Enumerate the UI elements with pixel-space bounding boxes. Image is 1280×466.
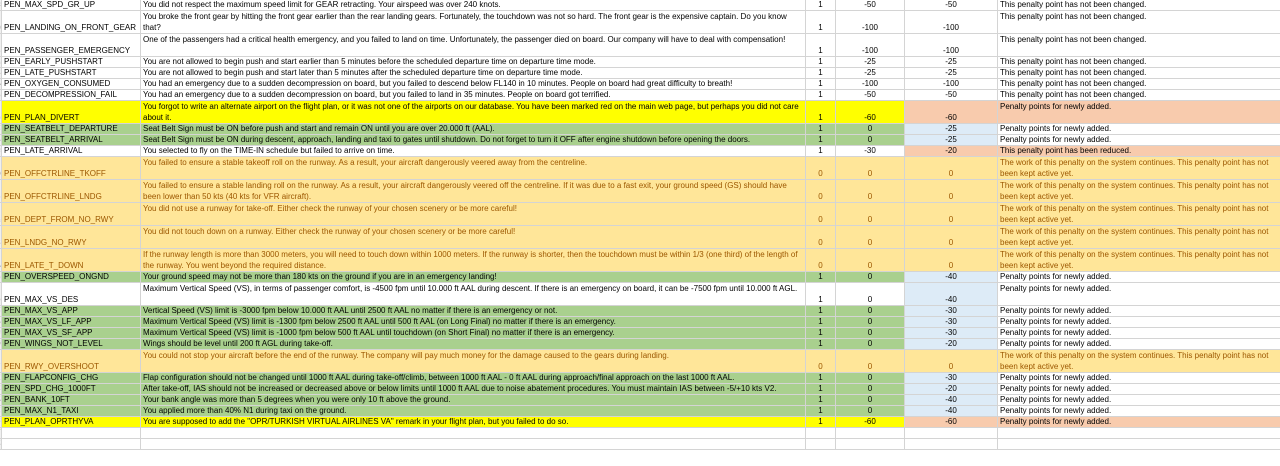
table-row[interactable]	[0, 180, 1280, 203]
penalty-description-cell[interactable]: You did not use a runway for take-off. Either check the runway of your chosen scenery or be more careful!	[141, 203, 806, 225]
penalty-description-cell[interactable]: You forgot to write an alternate airport on the flight plan, or it was not one of the airports on our database. You have been marked red on the main web page, but perhaps you did not care about it.	[141, 101, 806, 123]
new-points-cell[interactable]: -50	[905, 90, 998, 100]
new-points-cell[interactable]: 0	[905, 203, 998, 225]
change-note-cell[interactable]: Penalty points for newly added.	[998, 339, 1280, 349]
active-flag-cell[interactable]: 1	[806, 373, 836, 383]
active-flag-cell[interactable]: 1	[806, 417, 836, 427]
penalty-code-cell[interactable]: PEN_LNDG_NO_RWY	[2, 226, 141, 248]
change-note-cell[interactable]: The work of this penalty on the system continues. This penalty point has not been kept active yet.	[998, 226, 1280, 248]
change-note-cell[interactable]: This penalty point has not been changed.	[998, 57, 1280, 67]
penalty-description-cell[interactable]: You are not allowed to begin push and start earlier than 5 minutes before the scheduled departure time on departure time mode.	[141, 57, 806, 67]
new-points-cell[interactable]: -40	[905, 272, 998, 282]
table-row[interactable]	[0, 249, 1280, 272]
penalty-description-cell[interactable]: Maximum Vertical Speed (VS) limit is -1000 fpm below 500 ft AAL until touchdown (on Short Final) no matter if there is an emergency.	[141, 328, 806, 338]
change-note-cell[interactable]: Penalty points for newly added.	[998, 328, 1280, 338]
penalty-code-cell[interactable]: PEN_MAX_VS_APP	[2, 306, 141, 316]
active-flag-cell[interactable]: 0	[806, 157, 836, 179]
penalty-code-cell[interactable]: PEN_OFFCTRLINE_LNDG	[2, 180, 141, 202]
change-note-cell[interactable]	[998, 439, 1280, 449]
penalty-code-cell[interactable]: PEN_MAX_VS_DES	[2, 283, 141, 305]
change-note-cell[interactable]: Penalty points for newly added.	[998, 317, 1280, 327]
old-points-cell[interactable]: 0	[836, 226, 905, 248]
active-flag-cell[interactable]: 0	[806, 203, 836, 225]
active-flag-cell[interactable]: 1	[806, 11, 836, 33]
active-flag-cell[interactable]: 0	[806, 350, 836, 372]
change-note-cell[interactable]: Penalty points for newly added.	[998, 101, 1280, 123]
penalty-code-cell[interactable]: PEN_MAX_N1_TAXI	[2, 406, 141, 416]
new-points-cell[interactable]: -30	[905, 306, 998, 316]
penalty-code-cell[interactable]: PEN_MAX_VS_LF_APP	[2, 317, 141, 327]
table-row[interactable]	[0, 406, 1280, 417]
old-points-cell[interactable]: -60	[836, 417, 905, 427]
penalty-code-cell[interactable]: PEN_WINGS_NOT_LEVEL	[2, 339, 141, 349]
active-flag-cell[interactable]: 1	[806, 90, 836, 100]
new-points-cell[interactable]: 0	[905, 226, 998, 248]
active-flag-cell[interactable]: 1	[806, 328, 836, 338]
new-points-cell[interactable]: 0	[905, 180, 998, 202]
penalty-description-cell[interactable]: Vertical Speed (VS) limit is -3000 fpm below 10.000 ft AAL until 2500 ft AAL no matter if there is an emergency or not.	[141, 306, 806, 316]
penalty-description-cell[interactable]: Flap configuration should not be changed until 1000 ft AAL during take-off/climb, between 1000 ft AAL - 0 ft AAL during approach/final approach on the last 1000 ft AAL.	[141, 373, 806, 383]
new-points-cell[interactable]: -20	[905, 146, 998, 156]
old-points-cell[interactable]: -50	[836, 0, 905, 10]
change-note-cell[interactable]: The work of this penalty on the system continues. This penalty point has not been kept active yet.	[998, 249, 1280, 271]
penalty-code-cell[interactable]: PEN_PLAN_DIVERT	[2, 101, 141, 123]
old-points-cell[interactable]: 0	[836, 328, 905, 338]
old-points-cell[interactable]: -50	[836, 90, 905, 100]
active-flag-cell[interactable]: 0	[806, 249, 836, 271]
penalty-code-cell[interactable]: PEN_SPD_CHG_1000FT	[2, 384, 141, 394]
old-points-cell[interactable]: -60	[836, 101, 905, 123]
table-row[interactable]	[0, 0, 1280, 11]
active-flag-cell[interactable]: 1	[806, 339, 836, 349]
old-points-cell[interactable]	[836, 428, 905, 438]
table-row[interactable]	[0, 226, 1280, 249]
penalty-description-cell[interactable]: You did not touch down on a runway. Either check the runway of your chosen scenery or be more careful!	[141, 226, 806, 248]
new-points-cell[interactable]: -25	[905, 135, 998, 145]
change-note-cell[interactable]: Penalty points for newly added.	[998, 384, 1280, 394]
change-note-cell[interactable]: Penalty points for newly added.	[998, 417, 1280, 427]
penalty-code-cell[interactable]: PEN_FLAPCONFIG_CHG	[2, 373, 141, 383]
penalty-code-cell[interactable]: PEN_OVERSPEED_ONGND	[2, 272, 141, 282]
penalty-description-cell[interactable]	[141, 439, 806, 449]
old-points-cell[interactable]: 0	[836, 384, 905, 394]
penalty-code-cell[interactable]	[2, 428, 141, 438]
active-flag-cell[interactable]: 1	[806, 0, 836, 10]
change-note-cell[interactable]: This penalty point has not been changed.	[998, 34, 1280, 56]
old-points-cell[interactable]: -100	[836, 34, 905, 56]
new-points-cell[interactable]: -25	[905, 57, 998, 67]
active-flag-cell[interactable]: 1	[806, 384, 836, 394]
table-row[interactable]	[0, 68, 1280, 79]
table-row[interactable]	[0, 90, 1280, 101]
active-flag-cell[interactable]: 1	[806, 34, 836, 56]
penalty-code-cell[interactable]: PEN_OFFCTRLINE_TKOFF	[2, 157, 141, 179]
change-note-cell[interactable]: The work of this penalty on the system continues. This penalty point has not been kept active yet.	[998, 157, 1280, 179]
new-points-cell[interactable]: -25	[905, 68, 998, 78]
penalty-code-cell[interactable]: PEN_LATE_PUSHSTART	[2, 68, 141, 78]
new-points-cell[interactable]: -100	[905, 11, 998, 33]
table-row[interactable]	[0, 373, 1280, 384]
table-row[interactable]	[0, 11, 1280, 34]
active-flag-cell[interactable]: 1	[806, 272, 836, 282]
new-points-cell[interactable]: -50	[905, 0, 998, 10]
old-points-cell[interactable]: -25	[836, 57, 905, 67]
old-points-cell[interactable]: -100	[836, 79, 905, 89]
penalty-code-cell[interactable]: PEN_MAX_SPD_GR_UP	[2, 0, 141, 10]
old-points-cell[interactable]: 0	[836, 157, 905, 179]
active-flag-cell[interactable]: 1	[806, 395, 836, 405]
table-row[interactable]	[0, 395, 1280, 406]
table-row[interactable]	[0, 272, 1280, 283]
new-points-cell[interactable]	[905, 439, 998, 449]
penalty-code-cell[interactable]: PEN_LANDING_ON_FRONT_GEAR	[2, 11, 141, 33]
table-row[interactable]	[0, 306, 1280, 317]
new-points-cell[interactable]: -25	[905, 124, 998, 134]
table-row[interactable]	[0, 384, 1280, 395]
old-points-cell[interactable]: 0	[836, 135, 905, 145]
penalty-description-cell[interactable]: You applied more than 40% N1 during taxi on the ground.	[141, 406, 806, 416]
active-flag-cell[interactable]: 1	[806, 406, 836, 416]
active-flag-cell[interactable]: 1	[806, 283, 836, 305]
active-flag-cell[interactable]: 1	[806, 79, 836, 89]
penalty-description-cell[interactable]: You could not stop your aircraft before the end of the runway. The company will pay much money for the damage caused to the gears during landing.	[141, 350, 806, 372]
penalty-description-cell[interactable]: Maximum Vertical Speed (VS) limit is -1300 fpm below 2500 ft AAL until 500 ft AAL (on Long Final) no matter if there is an emergency.	[141, 317, 806, 327]
penalty-description-cell[interactable]: Maximum Vertical Speed (VS), in terms of passenger comfort, is -4500 fpm until 10.000 ft AAL during descent. If there is an emergency on board, it can be -7500 fpm until 10.000 ft AGL.	[141, 283, 806, 305]
table-row[interactable]	[0, 439, 1280, 450]
new-points-cell[interactable]: -30	[905, 373, 998, 383]
new-points-cell[interactable]: -40	[905, 395, 998, 405]
old-points-cell[interactable]: 0	[836, 406, 905, 416]
penalty-description-cell[interactable]: Your ground speed may not be more than 180 kts on the ground if you are in an emergency landing!	[141, 272, 806, 282]
penalty-description-cell[interactable]: After take-off, IAS should not be increased or decreased above or below limits until 1000 ft AAL due to noise abatement procedures. You must maintain IAS between -5/+10 kts V2.	[141, 384, 806, 394]
active-flag-cell[interactable]: 0	[806, 226, 836, 248]
table-row[interactable]	[0, 79, 1280, 90]
penalty-code-cell[interactable]: PEN_PASSENGER_EMERGENCY	[2, 34, 141, 56]
old-points-cell[interactable]: 0	[836, 124, 905, 134]
active-flag-cell[interactable]: 1	[806, 57, 836, 67]
penalty-code-cell[interactable]: PEN_SEATBELT_DEPARTURE	[2, 124, 141, 134]
old-points-cell[interactable]	[836, 439, 905, 449]
active-flag-cell[interactable]	[806, 439, 836, 449]
table-row[interactable]	[0, 328, 1280, 339]
old-points-cell[interactable]: -25	[836, 68, 905, 78]
change-note-cell[interactable]: This penalty point has not been changed.	[998, 68, 1280, 78]
penalty-description-cell[interactable]: You selected to fly on the TIME-IN schedule but failed to arrive on time.	[141, 146, 806, 156]
old-points-cell[interactable]: -100	[836, 11, 905, 33]
table-row[interactable]	[0, 101, 1280, 124]
table-row[interactable]	[0, 417, 1280, 428]
penalty-description-cell[interactable]: Your bank angle was more than 5 degrees when you were only 10 ft above the ground.	[141, 395, 806, 405]
new-points-cell[interactable]: 0	[905, 249, 998, 271]
change-note-cell[interactable]: This penalty point has not been changed.	[998, 0, 1280, 10]
penalty-description-cell[interactable]: Seat Belt Sign must be ON during descent, approach, landing and taxi to gates until shutdown. Do not forget to turn it OFF after engine shutdown before opening the doors.	[141, 135, 806, 145]
table-row[interactable]	[0, 124, 1280, 135]
old-points-cell[interactable]: 0	[836, 306, 905, 316]
penalty-description-cell[interactable]: You are supposed to add the "OPR/TURKISH VIRTUAL AIRLINES VA" remark in your flight plan, but you failed to do so.	[141, 417, 806, 427]
active-flag-cell[interactable]: 1	[806, 306, 836, 316]
change-note-cell[interactable]: Penalty points for newly added.	[998, 395, 1280, 405]
new-points-cell[interactable]: 0	[905, 157, 998, 179]
old-points-cell[interactable]: 0	[836, 395, 905, 405]
active-flag-cell[interactable]: 0	[806, 180, 836, 202]
active-flag-cell[interactable]: 1	[806, 317, 836, 327]
old-points-cell[interactable]: -30	[836, 146, 905, 156]
new-points-cell[interactable]: 0	[905, 350, 998, 372]
table-row[interactable]	[0, 146, 1280, 157]
active-flag-cell[interactable]: 1	[806, 101, 836, 123]
penalty-description-cell[interactable]: You had an emergency due to a sudden decompression on board, but you failed to descend below FL140 in 10 minutes. People on board had great difficulty to breath!	[141, 79, 806, 89]
old-points-cell[interactable]: 0	[836, 339, 905, 349]
active-flag-cell[interactable]: 1	[806, 135, 836, 145]
active-flag-cell[interactable]: 1	[806, 146, 836, 156]
penalty-description-cell[interactable]: One of the passengers had a critical health emergency, and you failed to land on time. Unfortunately, the passenger died on board. Our company will have to deal with compensation!	[141, 34, 806, 56]
penalty-code-cell[interactable]: PEN_DECOMPRESSION_FAIL	[2, 90, 141, 100]
penalty-code-cell[interactable]: PEN_SEATBELT_ARRIVAL	[2, 135, 141, 145]
new-points-cell[interactable]: -100	[905, 34, 998, 56]
penalty-code-cell[interactable]: PEN_LATE_T_DOWN	[2, 249, 141, 271]
penalty-code-cell[interactable]: PEN_LATE_ARRIVAL	[2, 146, 141, 156]
penalty-description-cell[interactable]: You failed to ensure a stable takeoff roll on the runway. As a result, your aircraft dangerously veered away from the centreline.	[141, 157, 806, 179]
active-flag-cell[interactable]: 1	[806, 68, 836, 78]
old-points-cell[interactable]: 0	[836, 203, 905, 225]
change-note-cell[interactable]: Penalty points for newly added.	[998, 306, 1280, 316]
new-points-cell[interactable]: -20	[905, 384, 998, 394]
change-note-cell[interactable]: The work of this penalty on the system continues. This penalty point has not been kept active yet.	[998, 203, 1280, 225]
new-points-cell[interactable]: -20	[905, 339, 998, 349]
penalty-code-cell[interactable]: PEN_BANK_10FT	[2, 395, 141, 405]
old-points-cell[interactable]: 0	[836, 373, 905, 383]
change-note-cell[interactable]: The work of this penalty on the system continues. This penalty point has not been kept active yet.	[998, 350, 1280, 372]
old-points-cell[interactable]: 0	[836, 249, 905, 271]
old-points-cell[interactable]: 0	[836, 317, 905, 327]
penalty-code-cell[interactable]	[2, 439, 141, 449]
change-note-cell[interactable]	[998, 428, 1280, 438]
penalty-description-cell[interactable]	[141, 428, 806, 438]
change-note-cell[interactable]: This penalty point has been reduced.	[998, 146, 1280, 156]
table-row[interactable]	[0, 283, 1280, 306]
new-points-cell[interactable]: -100	[905, 79, 998, 89]
penalty-description-cell[interactable]: If the runway length is more than 3000 meters, you will need to touch down within 1000 meters. If the runway is shorter, then the touchdown must be within 1/3 (one third) of the length of the runway. You went beyond the required distance.	[141, 249, 806, 271]
new-points-cell[interactable]: -30	[905, 317, 998, 327]
table-row[interactable]	[0, 317, 1280, 328]
table-row[interactable]	[0, 428, 1280, 439]
new-points-cell[interactable]: -40	[905, 406, 998, 416]
change-note-cell[interactable]: Penalty points for newly added.	[998, 283, 1280, 305]
change-note-cell[interactable]: Penalty points for newly added.	[998, 373, 1280, 383]
penalty-code-cell[interactable]: PEN_MAX_VS_SF_APP	[2, 328, 141, 338]
penalty-code-cell[interactable]: PEN_DEPT_FROM_NO_RWY	[2, 203, 141, 225]
penalty-description-cell[interactable]: You had an emergency due to a sudden decompression on board, but you failed to land in 35 minutes. People on board got terrified.	[141, 90, 806, 100]
change-note-cell[interactable]: This penalty point has not been changed.	[998, 11, 1280, 33]
penalty-code-cell[interactable]: PEN_RWY_OVERSHOOT	[2, 350, 141, 372]
change-note-cell[interactable]: Penalty points for newly added.	[998, 272, 1280, 282]
table-row[interactable]	[0, 350, 1280, 373]
change-note-cell[interactable]: This penalty point has not been changed.	[998, 79, 1280, 89]
table-row[interactable]	[0, 203, 1280, 226]
penalty-description-cell[interactable]: You are not allowed to begin push and start later than 5 minutes after the scheduled departure time on departure time mode.	[141, 68, 806, 78]
change-note-cell[interactable]: Penalty points for newly added.	[998, 135, 1280, 145]
penalty-code-cell[interactable]: PEN_PLAN_OPRTHYVA	[2, 417, 141, 427]
change-note-cell[interactable]: This penalty point has not been changed.	[998, 90, 1280, 100]
penalty-description-cell[interactable]: You did not respect the maximum speed limit for GEAR retracting. Your airspeed was over 240 knots.	[141, 0, 806, 10]
penalty-description-cell[interactable]: Seat Belt Sign must be ON before push and start and remain ON until you are over 20.000 ft (AAL).	[141, 124, 806, 134]
change-note-cell[interactable]: Penalty points for newly added.	[998, 406, 1280, 416]
penalty-description-cell[interactable]: Wings should be level until 200 ft AGL during take-off.	[141, 339, 806, 349]
penalty-code-cell[interactable]: PEN_EARLY_PUSHSTART	[2, 57, 141, 67]
new-points-cell[interactable]: -60	[905, 101, 998, 123]
table-row[interactable]	[0, 135, 1280, 146]
old-points-cell[interactable]: 0	[836, 272, 905, 282]
table-row[interactable]	[0, 34, 1280, 57]
change-note-cell[interactable]: The work of this penalty on the system continues. This penalty point has not been kept active yet.	[998, 180, 1280, 202]
change-note-cell[interactable]: Penalty points for newly added.	[998, 124, 1280, 134]
new-points-cell[interactable]: -30	[905, 328, 998, 338]
table-row[interactable]	[0, 57, 1280, 68]
penalty-code-cell[interactable]: PEN_OXYGEN_CONSUMED	[2, 79, 141, 89]
old-points-cell[interactable]: 0	[836, 350, 905, 372]
new-points-cell[interactable]	[905, 428, 998, 438]
new-points-cell[interactable]: -60	[905, 417, 998, 427]
penalty-description-cell[interactable]: You failed to ensure a stable landing roll on the runway. As a result, your aircraft dangerously veered off the centreline. If it was due to a fast exit, your ground speed (GS) should have been lower than 50 kts (40 kts for VFR aircraft).	[141, 180, 806, 202]
active-flag-cell[interactable]: 1	[806, 124, 836, 134]
old-points-cell[interactable]: 0	[836, 180, 905, 202]
table-row[interactable]	[0, 157, 1280, 180]
penalty-description-cell[interactable]: You broke the front gear by hitting the front gear earlier than the rear landing gears. Fortunately, the touchdown was not so hard. The front gear is the expensive captain. Do you know that?	[141, 11, 806, 33]
old-points-cell[interactable]: 0	[836, 283, 905, 305]
table-row[interactable]	[0, 339, 1280, 350]
new-points-cell[interactable]: -40	[905, 283, 998, 305]
active-flag-cell[interactable]	[806, 428, 836, 438]
